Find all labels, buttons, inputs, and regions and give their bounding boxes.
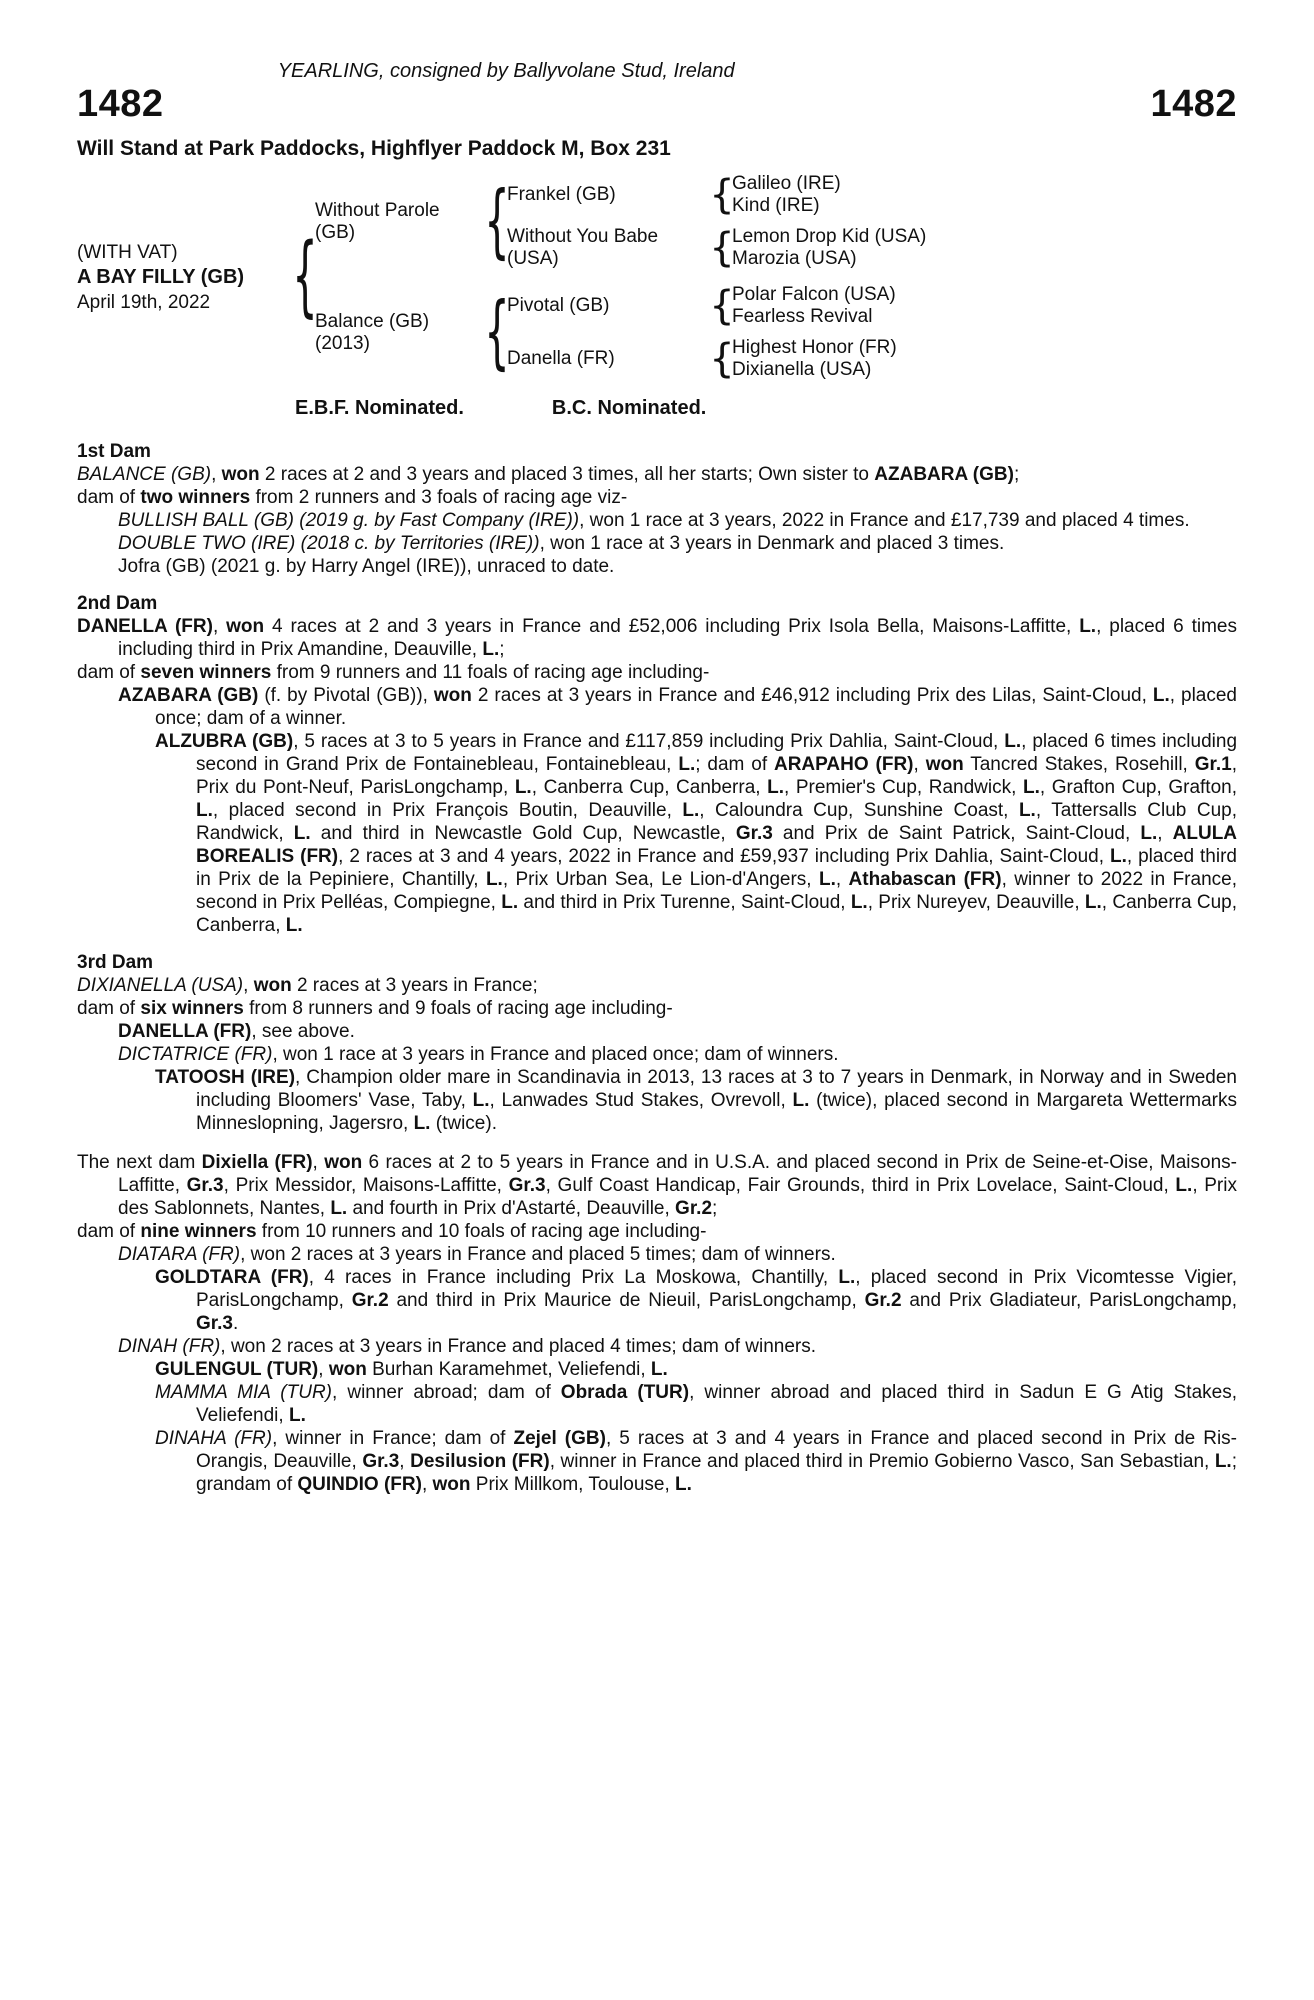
text-segment: , bbox=[212, 616, 227, 637]
text-segment: L. bbox=[678, 754, 696, 775]
text-segment: GOLDTARA (FR) bbox=[155, 1267, 309, 1288]
text-segment: DINAH (FR) bbox=[118, 1336, 221, 1357]
sire-dam-name bbox=[507, 226, 712, 270]
text-segment: , Tattersalls Club Cup, Randwick, bbox=[196, 800, 1237, 844]
text-segment: , placed third in Prix de la Pepiniere, Chantilly, bbox=[196, 846, 1237, 890]
text-segment: , placed second in Prix François Boutin, Deauville, bbox=[212, 800, 683, 821]
pedigree-paragraph bbox=[77, 486, 1237, 509]
sire-name-line: (GB) bbox=[315, 221, 356, 243]
text-segment: , Premier's Cup, Randwick, bbox=[784, 777, 1023, 798]
text-segment: , Prix Nureyev, Deauville, bbox=[867, 892, 1085, 913]
text-segment: Desilusion (FR) bbox=[410, 1451, 550, 1472]
name-line: Pivotal (GB) bbox=[507, 295, 610, 316]
lot-number-left: 1482 bbox=[77, 83, 164, 125]
text-segment: , placed second in Prix Vicomtesse Vigier, ParisLongchamp, bbox=[196, 1267, 1237, 1311]
text-segment: , Prix des Sablonnets, Nantes, bbox=[118, 1175, 1237, 1219]
text-segment: DIATARA (FR) bbox=[118, 1244, 241, 1265]
text-segment: , Champion older mare in Scandinavia in 2013, 13 races at 3 to 7 years in Denmark, in Norway and in Sweden including Bloomers' Vase, Taby, bbox=[196, 1067, 1238, 1111]
text-segment: , bbox=[835, 869, 849, 890]
text-segment: two winners bbox=[140, 487, 251, 508]
text-segment: , bbox=[421, 1474, 433, 1495]
horse-identity bbox=[77, 240, 295, 315]
text-segment: and Prix de Saint Patrick, Saint-Cloud, bbox=[772, 823, 1141, 844]
text-segment: ALZUBRA (GB) bbox=[155, 731, 294, 752]
text-segment: , bbox=[1157, 823, 1173, 844]
text-segment: AZABARA (GB) bbox=[118, 685, 259, 706]
grandparent-pair bbox=[732, 226, 1237, 270]
text-segment: and third in Newcastle Gold Cup, Newcastle, bbox=[310, 823, 736, 844]
pedigree-paragraph bbox=[77, 1335, 1237, 1358]
text-segment: TATOOSH (IRE) bbox=[155, 1067, 296, 1088]
pedigree-paragraph bbox=[77, 1020, 1237, 1043]
text-segment: , 2 races at 3 and 4 years, 2022 in France and £59,937 including Prix Dahlia, Saint-Cloud, bbox=[338, 846, 1110, 867]
text-segment: , bbox=[312, 1152, 325, 1173]
text-segment: dam of bbox=[77, 998, 141, 1019]
text-segment: Gr.2 bbox=[864, 1290, 902, 1311]
text-segment: , Lanwades Stud Stakes, Ovrevoll, bbox=[489, 1090, 793, 1111]
pedigree-paragraph bbox=[77, 1043, 1237, 1066]
text-segment: L. bbox=[285, 915, 303, 936]
text-segment: MAMMA MIA (TUR) bbox=[155, 1382, 333, 1403]
text-segment: L. bbox=[838, 1267, 856, 1288]
text-segment: Tancred Stakes, Rosehill, bbox=[963, 754, 1195, 775]
text-segment: 2 races at 3 years in France and £46,912 including Prix des Lilas, Saint-Cloud, bbox=[471, 685, 1153, 706]
text-segment: 2 races at 2 and 3 years and placed 3 times, all her starts; Own sister to bbox=[259, 464, 875, 485]
text-segment: (twice), placed second in Margareta Wettermarks Minneslopning, Jagersro, bbox=[196, 1090, 1237, 1134]
name-line: Fearless Revival bbox=[732, 306, 873, 327]
text-segment: and fourth in Prix d'Astarté, Deauville, bbox=[347, 1198, 676, 1219]
text-segment: , Canberra Cup, Canberra, bbox=[196, 892, 1237, 936]
text-segment: L. bbox=[818, 869, 836, 890]
text-segment: Gr.3 bbox=[362, 1451, 400, 1472]
text-segment: DIXIANELLA (USA) bbox=[77, 975, 244, 996]
lot-number-right: 1482 bbox=[1150, 83, 1237, 125]
pedigree-paragraph bbox=[77, 555, 1237, 578]
text-segment: , winner to 2022 in France, second in Prix Pelléas, Compiegne, bbox=[196, 869, 1237, 913]
text-segment: DINAHA (FR) bbox=[155, 1428, 273, 1449]
text-segment: L. bbox=[1004, 731, 1022, 752]
text-segment: , 4 races in France including Prix La Moskowa, Chantilly, bbox=[308, 1267, 839, 1288]
dam-branch bbox=[315, 284, 1237, 381]
brace-icon: { bbox=[484, 175, 510, 268]
text-segment: , bbox=[399, 1451, 411, 1472]
text-segment: dam of bbox=[77, 487, 141, 508]
vat-note: (WITH VAT) bbox=[77, 241, 178, 263]
text-segment: (twice). bbox=[430, 1113, 497, 1134]
text-segment: , Prix du Pont-Neuf, ParisLongchamp, bbox=[196, 754, 1237, 798]
lot-number-row bbox=[77, 85, 1237, 123]
pedigree-paragraph bbox=[77, 730, 1237, 937]
text-segment: L. bbox=[1022, 777, 1040, 798]
text-segment: , won 1 race at 3 years in France and placed once; dam of winners. bbox=[272, 1044, 839, 1065]
text-segment: , Prix Messidor, Maisons-Laffitte, bbox=[223, 1175, 509, 1196]
text-segment: DOUBLE TWO (IRE) (2018 c. by Territories (IRE)) bbox=[118, 533, 540, 554]
text-segment: Dixiella (FR) bbox=[201, 1152, 313, 1173]
sire-dam-branch bbox=[507, 226, 1237, 270]
text-segment: , placed once; dam of a winner. bbox=[155, 685, 1238, 729]
text-segment: Gr.2 bbox=[675, 1198, 713, 1219]
text-segment: , Prix Urban Sea, Le Lion-d'Angers, bbox=[502, 869, 819, 890]
text-segment: L. bbox=[1175, 1175, 1193, 1196]
name-line: Marozia (USA) bbox=[732, 248, 857, 269]
text-segment: L. bbox=[293, 823, 311, 844]
name-line: Galileo (IRE) bbox=[732, 173, 841, 194]
text-segment: Prix Millkom, Toulouse, bbox=[470, 1474, 676, 1495]
sire-name bbox=[315, 200, 487, 244]
text-segment: L. bbox=[1018, 800, 1036, 821]
pedigree-paragraph bbox=[77, 509, 1237, 532]
name-line: Polar Falcon (USA) bbox=[732, 284, 896, 305]
text-segment: won bbox=[226, 616, 265, 637]
text-segment: dam of bbox=[77, 662, 141, 683]
text-segment: L. bbox=[472, 1090, 490, 1111]
text-segment: from 10 runners and 10 foals of racing age including- bbox=[256, 1221, 707, 1242]
text-segment: AZABARA (GB) bbox=[874, 464, 1014, 485]
text-segment: L. bbox=[501, 892, 519, 913]
text-segment: , winner abroad and placed third in Sadun E G Atig Stakes, Veliefendi, bbox=[196, 1382, 1237, 1426]
dam-name-line: Balance (GB) bbox=[315, 310, 430, 332]
text-segment: Gr.3 bbox=[735, 823, 773, 844]
text-segment: six winners bbox=[140, 998, 244, 1019]
text-segment: Gr.3 bbox=[508, 1175, 546, 1196]
text-segment: , 5 races at 3 to 5 years in France and £117,859 including Prix Dahlia, Saint-Cloud, bbox=[293, 731, 1005, 752]
text-segment: L. bbox=[485, 869, 503, 890]
text-segment: , won 2 races at 3 years in France and placed 4 times; dam of winners. bbox=[220, 1336, 817, 1357]
text-segment: The next dam bbox=[77, 1152, 202, 1173]
bc-nomination: B.C. Nominated. bbox=[551, 397, 707, 419]
nominations-row bbox=[295, 397, 1237, 420]
text-segment: L. bbox=[514, 777, 532, 798]
text-segment: , see above. bbox=[251, 1021, 355, 1042]
text-segment: Burhan Karamehmet, Veliefendi, bbox=[366, 1359, 651, 1380]
foal-date: April 19th, 2022 bbox=[77, 291, 211, 313]
text-segment: L. bbox=[682, 800, 700, 821]
text-segment: , Canberra Cup, Canberra, bbox=[531, 777, 768, 798]
sire-branch bbox=[315, 173, 1237, 270]
sire-name-line: Without Parole bbox=[315, 199, 440, 221]
pedigree-paragraph bbox=[77, 615, 1237, 661]
text-segment: L. bbox=[1152, 685, 1170, 706]
text-segment: L. bbox=[1140, 823, 1158, 844]
name-line: Kind (IRE) bbox=[732, 195, 820, 216]
pedigree-paragraph bbox=[77, 532, 1237, 555]
text-segment: ARAPAHO (FR) bbox=[773, 754, 914, 775]
section-heading: 1st Dam bbox=[77, 441, 151, 462]
pedigree-paragraph bbox=[77, 1243, 1237, 1266]
text-segment: Gr.3 bbox=[186, 1175, 224, 1196]
text-segment: , winner in France; dam of bbox=[272, 1428, 514, 1449]
grandparent-pair bbox=[732, 284, 1237, 328]
text-segment: ; dam of bbox=[695, 754, 774, 775]
pedigree-table bbox=[77, 173, 1237, 381]
pedigree-paragraph bbox=[77, 1151, 1237, 1220]
text-segment: DANELLA (FR) bbox=[118, 1021, 252, 1042]
text-segment: ; bbox=[1013, 464, 1020, 485]
text-segment: , placed 6 times including second in Grand Prix de Fontainebleau, Fontainebleau, bbox=[196, 731, 1238, 775]
text-segment: L. bbox=[850, 892, 868, 913]
text-segment: won bbox=[328, 1359, 367, 1380]
text-segment: L. bbox=[482, 639, 500, 660]
text-segment: (f. by Pivotal (GB)), bbox=[258, 685, 434, 706]
name-line: Lemon Drop Kid (USA) bbox=[732, 226, 927, 247]
text-segment: L. bbox=[1084, 892, 1102, 913]
text-segment: 4 races at 2 and 3 years in France and £52,006 including Prix Isola Bella, Maisons-Laffitte, bbox=[264, 616, 1080, 637]
text-segment: nine winners bbox=[140, 1221, 257, 1242]
text-segment: 2 races at 3 years in France; bbox=[291, 975, 538, 996]
text-segment: won bbox=[432, 1474, 471, 1495]
text-segment: , bbox=[913, 754, 926, 775]
text-segment: ; bbox=[499, 639, 505, 660]
text-segment: , won 1 race at 3 years in Denmark and placed 3 times. bbox=[539, 533, 1005, 554]
name-line: Highest Honor (FR) bbox=[732, 337, 897, 358]
text-segment: won bbox=[324, 1152, 363, 1173]
text-segment: DANELLA (FR) bbox=[77, 616, 213, 637]
text-segment: L. bbox=[413, 1113, 431, 1134]
text-segment: and third in Prix Turenne, Saint-Cloud, bbox=[518, 892, 851, 913]
text-segment: Obrada (TUR) bbox=[560, 1382, 690, 1403]
dam-sire-branch bbox=[507, 284, 1237, 328]
text-segment: , Gulf Coast Handicap, Fair Grounds, third in Prix Lovelace, Saint-Cloud, bbox=[545, 1175, 1176, 1196]
pedigree-paragraph bbox=[77, 1381, 1237, 1427]
text-segment: , bbox=[211, 464, 222, 485]
text-segment: L. bbox=[1214, 1451, 1232, 1472]
text-segment: from 2 runners and 3 foals of racing age viz- bbox=[250, 487, 628, 508]
dam-name-line: (2013) bbox=[315, 332, 370, 354]
text-segment: and Prix Gladiateur, ParisLongchamp, bbox=[901, 1290, 1237, 1311]
sire-sire-name bbox=[507, 184, 712, 206]
pedigree-paragraph bbox=[77, 1358, 1237, 1381]
text-segment: , Caloundra Cup, Sunshine Coast, bbox=[699, 800, 1019, 821]
text-segment: L. bbox=[1109, 846, 1127, 867]
text-segment: , won 2 races at 3 years in France and placed 5 times; dam of winners. bbox=[240, 1244, 836, 1265]
pedigree-paragraph bbox=[77, 1266, 1237, 1335]
text-segment: L. bbox=[196, 800, 213, 821]
text-segment: seven winners bbox=[140, 662, 272, 683]
pedigree-paragraph bbox=[77, 997, 1237, 1020]
name-line: Danella (FR) bbox=[507, 348, 615, 369]
text-segment: dam of bbox=[77, 1221, 141, 1242]
brace-icon: { bbox=[484, 286, 510, 379]
brace-icon: { bbox=[292, 226, 318, 328]
text-segment: Gr.1 bbox=[1194, 754, 1232, 775]
pedigree-paragraph bbox=[77, 1066, 1237, 1135]
text-segment: , bbox=[318, 1359, 329, 1380]
text-segment: L. bbox=[650, 1359, 668, 1380]
sire-sire-branch bbox=[507, 173, 1237, 217]
text-segment: Gr.2 bbox=[351, 1290, 389, 1311]
text-segment: , bbox=[243, 975, 254, 996]
text-segment: . bbox=[232, 1313, 239, 1334]
dam-dam-name bbox=[507, 348, 712, 370]
ebf-nomination: E.B.F. Nominated. bbox=[295, 397, 464, 419]
name-line: Frankel (GB) bbox=[507, 184, 616, 205]
text-segment: L. bbox=[330, 1198, 348, 1219]
text-segment: 6 races at 2 to 5 years in France and in U.S.A. and placed second in Prix de Seine-et-Oise, Maisons-Laffitte, bbox=[118, 1152, 1237, 1196]
text-segment: , 5 races at 3 and 4 years in France and placed second in Prix de Ris-Orangis, Deauville, bbox=[196, 1428, 1238, 1472]
brace-icon: { bbox=[709, 225, 735, 271]
stand-location-line: Will Stand at Park Paddocks, Highflyer Paddock M, Box 231 bbox=[77, 137, 671, 160]
name-line: Dixianella (USA) bbox=[732, 359, 872, 380]
text-segment: QUINDIO (FR) bbox=[297, 1474, 422, 1495]
name-line: (USA) bbox=[507, 248, 559, 269]
brace-icon: { bbox=[709, 172, 735, 218]
text-segment: Athabascan (FR) bbox=[848, 869, 1002, 890]
section-heading: 3rd Dam bbox=[77, 952, 154, 973]
dam-sire-name bbox=[507, 295, 712, 317]
text-segment: from 8 runners and 9 foals of racing age including- bbox=[243, 998, 673, 1019]
name-line: Without You Babe bbox=[507, 226, 659, 247]
text-segment: GULENGUL (TUR) bbox=[155, 1359, 319, 1380]
text-segment: won bbox=[925, 754, 964, 775]
text-segment: from 9 runners and 11 foals of racing age including- bbox=[271, 662, 710, 683]
pedigree-paragraph bbox=[77, 661, 1237, 684]
text-segment: L. bbox=[792, 1090, 810, 1111]
pedigree-paragraph bbox=[77, 1220, 1237, 1243]
text-segment: , Grafton Cup, Grafton, bbox=[1039, 777, 1237, 798]
pedigree-paragraph bbox=[77, 974, 1237, 997]
catalogue-body bbox=[77, 440, 1237, 1496]
dam-name bbox=[315, 311, 487, 355]
text-segment: ; grandam of bbox=[196, 1451, 1237, 1495]
text-segment: L. bbox=[767, 777, 784, 798]
pedigree-generations bbox=[315, 173, 1237, 381]
grandparent-pair bbox=[732, 173, 1237, 217]
text-segment: Jofra (GB) (2021 g. by Harry Angel (IRE)), unraced to date. bbox=[118, 556, 615, 577]
pedigree-paragraph bbox=[77, 1427, 1237, 1496]
text-segment: won bbox=[253, 975, 292, 996]
text-segment: ALULA BOREALIS (FR) bbox=[196, 823, 1238, 867]
brace-icon: { bbox=[709, 283, 735, 329]
text-segment: L. bbox=[288, 1405, 306, 1426]
grandparent-pair bbox=[732, 337, 1237, 381]
text-segment: BALANCE (GB) bbox=[77, 464, 212, 485]
consignment-line: YEARLING, consigned by Ballyvolane Stud, Ireland bbox=[277, 60, 735, 82]
text-segment: L. bbox=[1079, 616, 1097, 637]
text-segment: won bbox=[221, 464, 260, 485]
text-segment: , winner in France and placed third in Premio Gobierno Vasco, San Sebastian, bbox=[549, 1451, 1215, 1472]
text-segment: and third in Prix Maurice de Nieuil, ParisLongchamp, bbox=[388, 1290, 865, 1311]
dam-dam-branch bbox=[507, 337, 1237, 381]
text-segment: DICTATRICE (FR) bbox=[118, 1044, 273, 1065]
text-segment: Zejel (GB) bbox=[513, 1428, 606, 1449]
section-heading: 2nd Dam bbox=[77, 593, 158, 614]
pedigree-paragraph bbox=[77, 463, 1237, 486]
text-segment: , winner abroad; dam of bbox=[332, 1382, 561, 1403]
text-segment: won bbox=[433, 685, 472, 706]
brace-icon: { bbox=[709, 336, 735, 382]
text-segment: , placed 6 times including third in Prix Amandine, Deauville, bbox=[118, 616, 1237, 660]
text-segment: Gr.3 bbox=[196, 1313, 233, 1334]
text-segment: ; bbox=[712, 1198, 718, 1219]
text-segment: L. bbox=[675, 1474, 692, 1495]
horse-name: A BAY FILLY (GB) bbox=[77, 265, 245, 288]
pedigree-paragraph bbox=[77, 684, 1237, 730]
text-segment: BULLISH BALL (GB) (2019 g. by Fast Company (IRE)) bbox=[118, 510, 580, 531]
text-segment: , won 1 race at 3 years, 2022 in France and £17,739 and placed 4 times. bbox=[579, 510, 1190, 531]
